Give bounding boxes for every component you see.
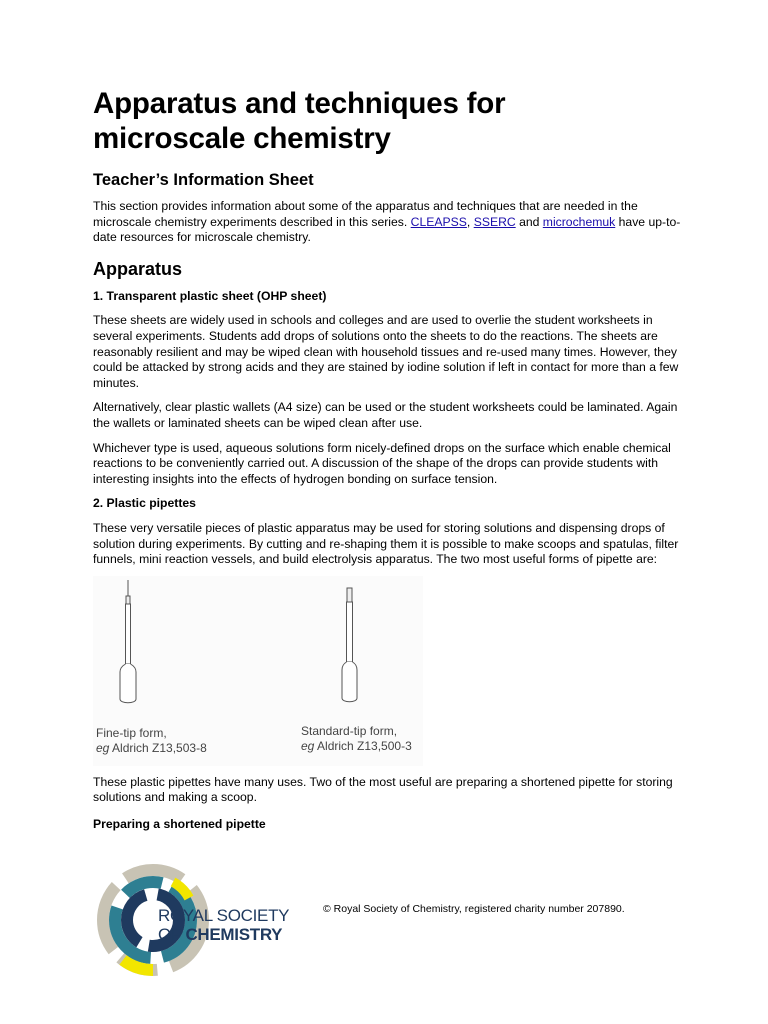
logo-text-line-2 — [158, 925, 283, 944]
standard-tip-caption — [301, 724, 412, 754]
fine-tip-caption — [96, 726, 207, 756]
document-content — [93, 86, 683, 832]
sserc-link[interactable]: SSERC — [473, 214, 516, 229]
section-1-paragraph-2: Alternatively, clear plastic wallets (A4 size) can be used or the student worksheets could be laminated. Again the wallets or laminated sheets can be wiped clean after use. — [93, 400, 678, 430]
rsc-logo-mark — [93, 858, 293, 978]
section-2-paragraph-1: These very versatile pieces of plastic apparatus may be used for storing solutions and dispensing drops of solution during experiments. By cutting and re-shaping them it is possible to make scoops and spatulas, filter funnels, mini reaction vessels, and build electrolysis apparatus. The two most useful forms of pipette are: — [93, 520, 679, 567]
subtitle: Teacher’s Information Sheet — [93, 171, 314, 189]
copyright-notice: © Royal Society of Chemistry, registered charity number 207890. — [323, 903, 625, 915]
page-title — [93, 86, 683, 156]
section-1-heading: 1. Transparent plastic sheet (OHP sheet) — [93, 288, 327, 303]
rsc-logo — [93, 858, 293, 978]
standard-tip-caption-eg: eg — [301, 738, 315, 753]
fine-tip-caption-line-1: Fine-tip form, — [96, 725, 167, 740]
intro-text-1: This section provides information about some of the apparatus and techniques that are needed in the microscale chemistry experiments described in this series. — [93, 199, 638, 229]
intro-sep-1: , — [466, 214, 474, 229]
apparatus-heading: Apparatus — [93, 258, 183, 279]
fine-tip-caption-eg: eg — [96, 740, 110, 755]
pipette-figure — [93, 576, 423, 766]
title-line-1: Apparatus and techniques for — [93, 87, 506, 120]
logo-text-chemistry: CHEMISTRY — [185, 925, 283, 944]
intro-paragraph — [93, 199, 683, 246]
intro-sep-2: and — [515, 214, 543, 229]
intro-text-2: have up-to-date resources for microscale chemistry. — [93, 214, 681, 245]
standard-tip-caption-line-2: Aldrich Z13,500-3 — [314, 738, 412, 753]
cleapss-link[interactable]: CLEAPSS — [410, 214, 467, 229]
shortened-pipette-heading: Preparing a shortened pipette — [93, 816, 266, 831]
logo-text-line-1: ROYAL SOCIETY — [158, 906, 290, 925]
section-1-paragraph-1: These sheets are widely used in schools and colleges and are used to overlie the student worksheets in several experiments. Students add drops of solutions onto the sheets to do the reactions. The sheets are reasonably resilient and may be wiped clean with household tissues and re-used many times. However, they could be attacked by strong acids and they are stained by iodine solution if left in contact for more than a few minutes. — [93, 313, 679, 390]
section-2-paragraph-2: These plastic pipettes have many uses. Two of the most useful are preparing a shortened pipette for storing solutions and making a scoop. — [93, 774, 673, 805]
fine-tip-caption-line-2: Aldrich Z13,503-8 — [109, 740, 207, 755]
logo-text-of: OF — [158, 925, 186, 944]
microchemuk-link[interactable]: microchemuk — [542, 214, 616, 229]
title-line-2: microscale chemistry — [93, 122, 391, 155]
standard-tip-caption-line-1: Standard-tip form, — [301, 723, 398, 738]
section-2-heading: 2. Plastic pipettes — [93, 496, 196, 511]
section-1-paragraph-3: Whichever type is used, aqueous solutions form nicely-defined drops on the surface which enable chemical reactions to be conveniently carried out. A discussion of the shape of the drops can provide students with interesting insights into the effects of hydrogen bonding on surface tension. — [93, 440, 671, 486]
